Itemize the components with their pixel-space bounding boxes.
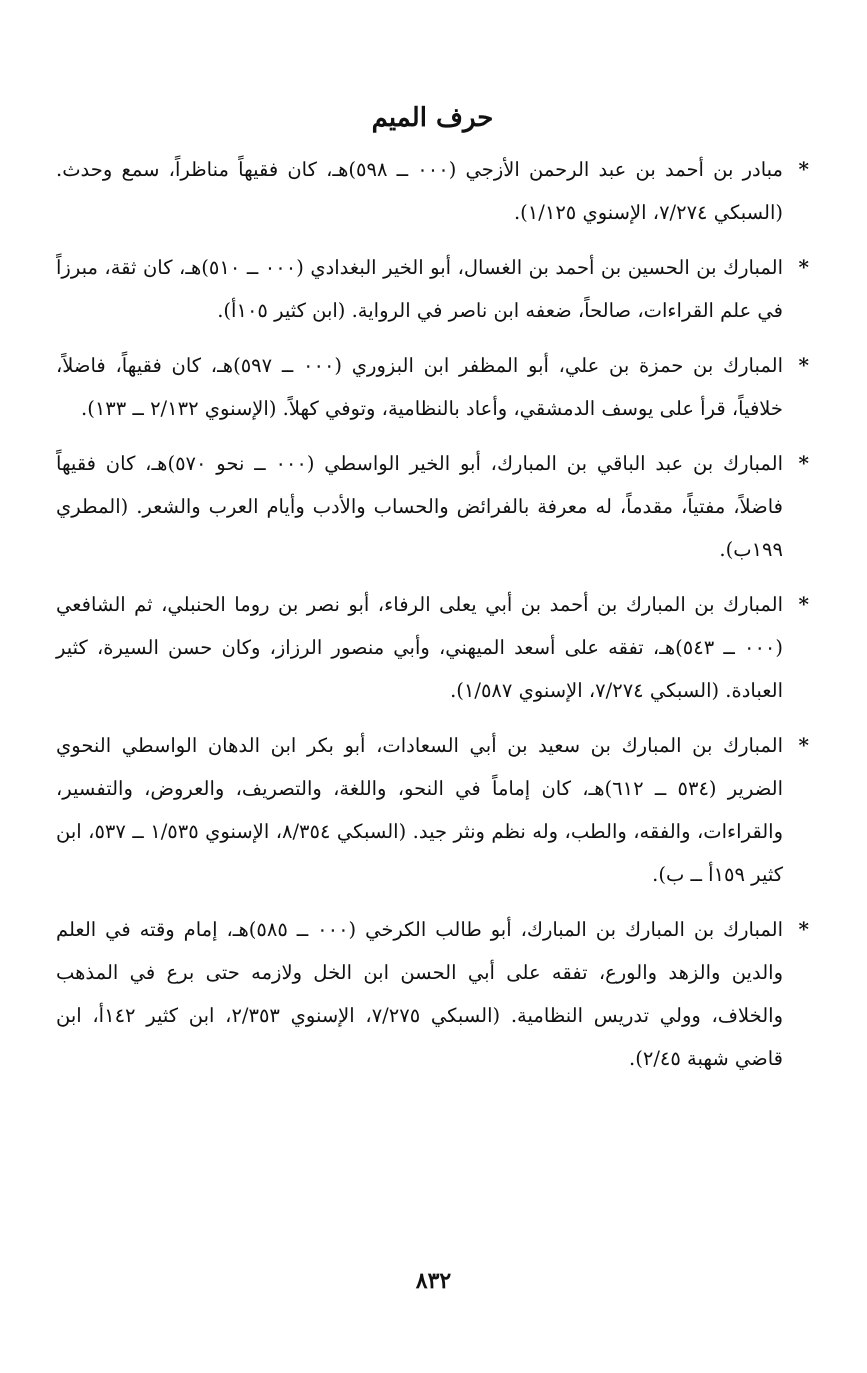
entry-mubarak-hamza	[56, 344, 809, 430]
entry-text: المبارك بن المبارك بن سعيد بن أبي السعادات، أبو بكر ابن الدهان الواسطي النحوي الضرير (٥٣٤ ــ ٦١٢)هـ، كان إماماً في النحو، واللغة، والتصريف، والعروض، والتفسير، والقراءات، والفقه، والطب، وله نظم ونثر جيد. (السبكي ٨/٣٥٤، الإسنوي ١/٥٣٥ ــ ٥٣٧، ابن كثير ١٥٩أ ــ ب).	[56, 734, 783, 886]
asterisk-icon: *	[798, 255, 809, 279]
asterisk-icon: *	[798, 917, 809, 941]
entry-text: المبارك بن المبارك بن المبارك، أبو طالب الكرخي (٠٠٠ ــ ٥٨٥)هـ، إمام وقته في العلم والدين والزهد والورع، تفقه على أبي الحسن ابن الخل ولازمه حتى برع في المذهب والخلاف، وولي تدريس النظامية. (السبكي ٧/٢٧٥، الإسنوي ٢/٣٥٣، ابن كثير ١٤٢أ، ابن قاضي شهبة ٢/٤٥).	[56, 918, 784, 1070]
asterisk-icon: *	[798, 733, 809, 757]
entry-list	[56, 148, 809, 1080]
entry-text: المبارك بن المبارك بن أحمد بن أبي يعلى الرفاء، أبو نصر بن روما الحنبلي، ثم الشافعي (٠٠٠ ــ ٥٤٣)هـ، تفقه على أسعد الميهني، وأبي منصور الرزاز، وكان حسن السيرة، كثير العبادة. (السبكي ٧/٢٧٤، الإسنوي ١/٥٨٧).	[56, 593, 783, 702]
entry-text: المبارك بن عبد الباقي بن المبارك، أبو الخير الواسطي (٠٠٠ ــ نحو ٥٧٠)هـ، كان فقيهاً فاضلاً، مفتياً، مقدماً، له معرفة بالفرائض والحساب والأدب وأيام العرب والشعر. (المطري ١٩٩ب).	[56, 452, 783, 561]
asterisk-icon: *	[798, 451, 809, 475]
page-number: ٨٣٢	[415, 1268, 452, 1294]
entry-text: مبادر بن أحمد بن عبد الرحمن الأزجي (٠٠٠ ــ ٥٩٨)هـ، كان فقيهاً مناظراً، سمع وحدث. (السبكي ٧/٢٧٤، الإسنوي ١/١٢٥).	[56, 158, 784, 224]
entry-mubarak-al-karkhi	[56, 908, 809, 1080]
asterisk-icon: *	[798, 353, 809, 377]
asterisk-icon: *	[798, 592, 809, 616]
page-title: حرف الميم	[371, 103, 494, 133]
asterisk-icon: *	[798, 157, 809, 181]
entry-mubarak-abd-al-baqi	[56, 442, 809, 571]
entry-mubarak-ibn-al-dahhan	[56, 724, 809, 896]
entry-mubadir	[56, 148, 809, 234]
entry-mubarak-al-husayn	[56, 246, 809, 332]
entry-mubarak-ibn-ruma	[56, 583, 809, 712]
entry-text: المبارك بن الحسين بن أحمد بن الغسال، أبو الخير البغدادي (٠٠٠ ــ ٥١٠)هـ، كان ثقة، مبرزاً في علم القراءات، صالحاً، ضعفه ابن ناصر في الرواية. (ابن كثير ١٠٥أ).	[56, 256, 783, 322]
entry-text: المبارك بن حمزة بن علي، أبو المظفر ابن البزوري (٠٠٠ ــ ٥٩٧)هـ، كان فقيهاً، فاضلاً، خلافياً، قرأ على يوسف الدمشقي، وأعاد بالنظامية، وتوفي كهلاً. (الإسنوي ٢/١٣٢ ــ ١٣٣).	[56, 354, 783, 420]
